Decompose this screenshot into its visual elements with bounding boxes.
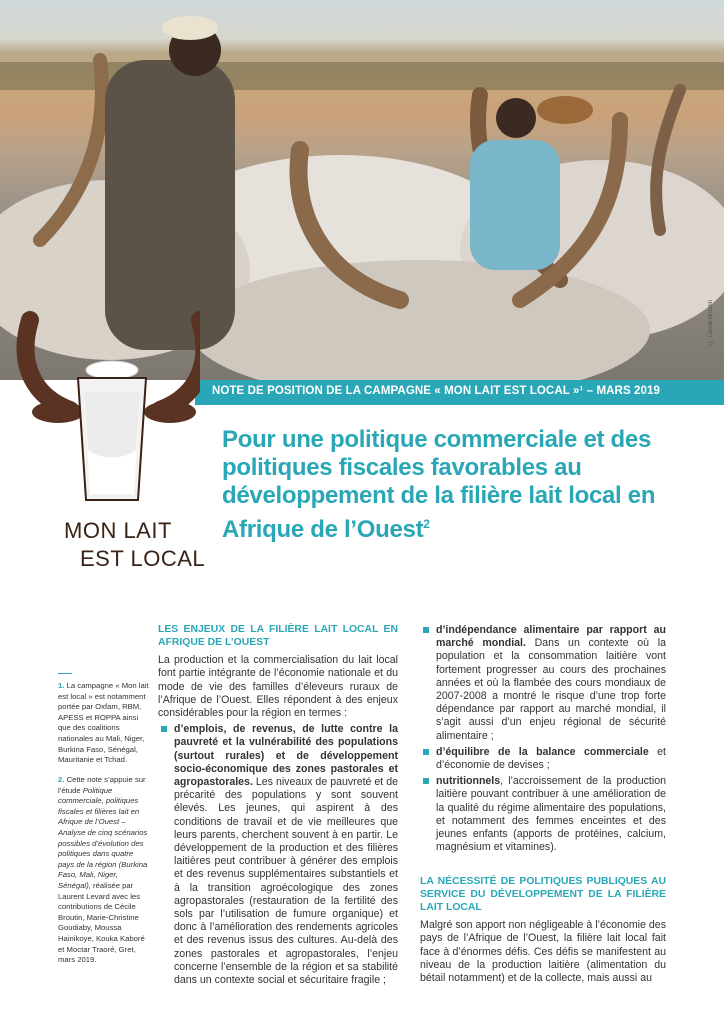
bullet-emplois [158, 723, 398, 987]
bullet-equilibre-bold: d’équilibre de la balance commerciale [436, 745, 649, 758]
title-text: Pour une politique commerciale et des politiques fiscales favorables au développement de la filière lait local en Afrique de l’Ouest [222, 426, 656, 543]
bullet-nutritionnels-text: , l’accroissement de la production laitière pouvant contribuer à une amélioration de la qualité du régime alimentaire des populations, et notamment des femmes enceintes et des jeunes enfants (apports de protéines, calcium, magnésium et vitamines). [436, 775, 666, 854]
footnote-text: La campagne « Mon lait est local » est notamment portée par Oxfam, RBM, APESS et ROPPA ainsi que des coalitions nationales au Mali, Niger, Burkina Faso, Sénégal, Mauritanie et Tchad. [58, 681, 149, 765]
footnote-number: 2. [58, 775, 65, 784]
bullet-emplois-text: Les niveaux de pauvreté et de précarité des populations y sont souvent élevés. Les jeunes, qui aspirent à des conditions de travail et de vie meilleures que leurs parents, cherchent souvent à en partir. Le développement de la production et des filières laitières peut contribuer à générer des emplois et des revenus supplémentaires substantiels et à la transition agroécologique des zones agropastorales (restauration de la fertilité des sols par l’utilisation de fumure organique) et donc à l’amélioration des rendements agricoles et des revenus issus des cultures. Au-delà des zones pastorales et agropastorales, l’enjeu concerne l’ensemble de la région et sa stabilité dans un contexte social et sécuritaire fragile ; [174, 776, 398, 987]
photo-credit: © Cécile Broutin [708, 300, 714, 346]
column-2 [420, 624, 666, 985]
bullet-emplois-bold: d’emplois, de revenus, de lutte contre la pauvreté et la vulnérabilité des populations (surtout rurales) et de développement socio-économique des zones pastorales et agropastorales. [174, 723, 398, 789]
politiques-paragraph: Malgré son apport non négligeable à l’économie des pays de l’Afrique de l’Ouest, la filière lait local fait face à d’énormes défis. Ces défis se manifestent au niveau de la production laitière (alimentation du bétail notamment) et de la collecte, mais aussi au [420, 919, 666, 985]
bullet-nutritionnels [420, 775, 666, 854]
campaign-banner [195, 380, 724, 405]
bullet-independance [420, 624, 666, 743]
footnote-2 [58, 775, 150, 966]
bullet-equilibre [420, 746, 666, 772]
footnote-1 [58, 681, 150, 766]
title-footnote-ref: 2 [423, 517, 430, 531]
section-heading-enjeux: LES ENJEUX DE LA FILIÈRE LAIT LOCAL EN AFRIQUE DE L’OUEST [158, 624, 398, 648]
logo-line-2: EST LOCAL [80, 546, 206, 571]
column-1 [158, 624, 398, 987]
bullet-equilibre-text: et d’économie de devises ; [436, 745, 667, 772]
bullet-independance-bold: d’indépendance alimentaire par rapport au marché mondial. [436, 624, 666, 650]
footnote-study-title: Politique commerciale, politiques fiscales et filières lait en Afrique de l’Ouest – Analyse de cinq scénarios possibles d’évolution des politiques dans quatre pays de la région (Burkina Faso, Mali, Niger, Sénégal), [58, 785, 148, 890]
logo-line-1: MON LAIT [64, 518, 172, 543]
document-title [222, 426, 692, 544]
bullet-nutritionnels-bold: nutritionnels [436, 775, 501, 788]
intro-paragraph: La production et la commercialisation du lait local font partie intégrante de l’économie nationale et du mode de vie des familles d’éleveurs ruraux de l’Afrique de l’Ouest. Elles répondent à des enjeux considérables pour la région en termes : [158, 654, 398, 719]
footnote-number: 1. [58, 681, 65, 690]
footnote-divider [58, 673, 72, 674]
bullet-independance-text: Dans un contexte où la population et la consommation laitière vont fortement progresser au cours des prochaines années et où la flambée des cours mondiaux de 2007-2008 a montré le risque d’une trop forte dépendance par rapport au marché mondial, il s’agit aussi d’un enjeu régional de sécurité alimentaire ; [436, 637, 666, 742]
footnote-text-cont: réalisée par Laurent Levard avec les contributions de Cécile Broutin, Marie-Christine Goudiaby, Moussa Hainikoye, Kouka Kaboré et Moctar Traoré, Gret, mars 2019. [58, 880, 145, 965]
footnote-text: Cette note s’appuie sur l’étude [58, 775, 146, 795]
section-heading-politiques: LA NÉCESSITÉ DE POLITIQUES PUBLIQUES AU SERVICE DU DÉVELOPPEMENT DE LA FILIÈRE LAIT LOCAL [420, 876, 666, 913]
banner-text: NOTE DE POSITION DE LA CAMPAGNE « MON LAIT EST LOCAL »¹ – MARS 2019 [211, 385, 660, 397]
